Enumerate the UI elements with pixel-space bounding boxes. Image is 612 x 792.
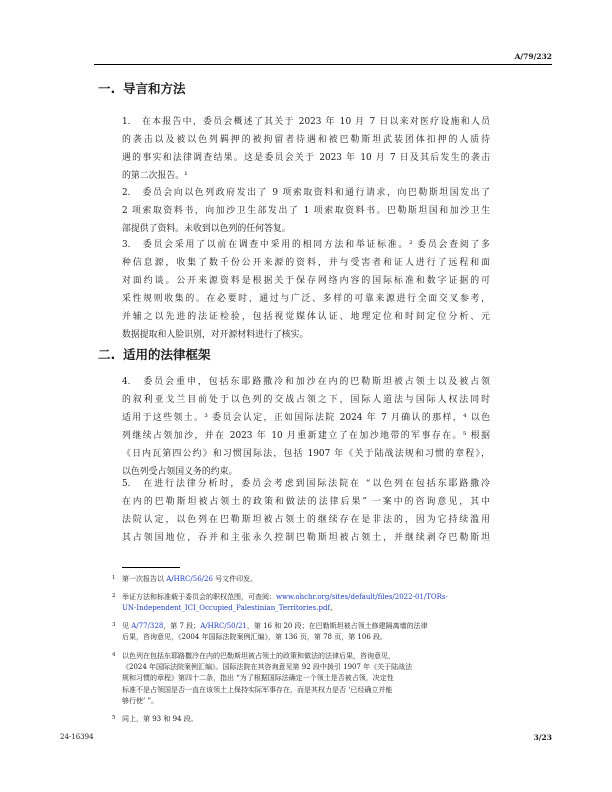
- paragraph-line: 列继续占领加沙，并在 2023 年 10 月重新建立了在加沙地带的军事存在。⁵ 根据: [122, 431, 490, 441]
- footnote-4: [112, 651, 494, 707]
- footnote-5: [112, 714, 494, 725]
- paragraph-2: [122, 184, 490, 238]
- paragraph-line: 的叙利亚戈兰目前处于以色列的交战占领之下，国际人道法与国际人权法同时: [122, 395, 490, 405]
- job-number: 24-16394: [60, 733, 94, 741]
- document-link[interactable]: A/HRC/50/21: [200, 622, 247, 630]
- paragraph-line: 种信息源，收集了数千份公开来源的资料，并与受害者和证人进行了远程和面: [122, 258, 490, 268]
- document-link[interactable]: A/HRC/56/26: [166, 575, 213, 583]
- paragraph-line: 并辅之以先进的法证检验，包括视觉媒体认证、地理定位和时间定位分析、元: [122, 312, 490, 322]
- paragraph-line: 以色列受占领国义务的约束。: [122, 467, 238, 477]
- footnote-text: 举证方法和标准载于委员会的职权范围，可查阅：: [122, 593, 276, 601]
- footnote-text: 。: [330, 604, 338, 613]
- paragraph-line: 对面约谈。公开来源资料是根据关于保存网络内容的国际标准和数字证据的可: [122, 276, 490, 286]
- footnote-text: 后果，咨询意见，《2004 年国际法院案例汇编》，第 136 页，第 78 页，第 106 段。: [122, 633, 388, 642]
- footnote-rule: [122, 567, 180, 568]
- paragraph-line: 4. 委员会重申，包括东耶路撒冷和加沙在内的巴勒斯坦被占领土以及被占领: [122, 377, 490, 387]
- footnote-1: [112, 574, 494, 585]
- footnote-line: [122, 574, 494, 585]
- footnote-text: 见: [122, 622, 132, 630]
- paragraph-line: 采性规则收集的。在必要时，通过与广泛、多样的可靠来源进行全面交叉参考，: [122, 294, 490, 304]
- paragraph-line: 2 项索取资料书，向加沙卫生部发出了 1 项索取资料书。巴勒斯坦国和加沙卫生: [122, 206, 490, 216]
- footnote-line: 《2024 年国际法院案例汇编》。国际法院在其咨询意见第 92 段中援引 1907 年《关于陆战法: [122, 663, 413, 672]
- footnote-line: [122, 632, 494, 643]
- section-number: 一.: [98, 81, 116, 96]
- footnote-line: [122, 621, 494, 632]
- section-heading-2: [98, 345, 211, 363]
- footnote-body: [122, 651, 494, 707]
- section-heading-1: [98, 79, 186, 97]
- footnote-mark: 1: [112, 575, 116, 581]
- footnote-line: [122, 603, 494, 614]
- paragraph-1: [122, 113, 490, 185]
- footnote-body: [122, 714, 494, 725]
- footnote-line: 同上，第 93 和 94 段。: [122, 715, 198, 723]
- paragraph-3: [122, 236, 490, 344]
- footnote-2: [112, 592, 494, 614]
- section-title: 适用的法律框架: [123, 347, 211, 362]
- paragraph-line: 的袭击以及被以色列羁押的被拘留者待遇和被巴勒斯坦武装团体扣押的人质待: [122, 135, 490, 145]
- footnote-mark: 3: [112, 622, 116, 628]
- paragraph-line: 数据提取和人脸识别，对开源材料进行了核实。: [122, 330, 309, 340]
- footnote-body: [122, 592, 494, 614]
- paragraph-line: 的第二次报告。¹: [122, 171, 188, 181]
- footnote-line: 够行使’ ”。: [122, 696, 159, 705]
- paragraph-line: 其占领国地位，吞并和主张永久控制巴勒斯坦被占领土，并继续剥夺巴勒斯坦: [122, 533, 490, 543]
- footnote-mark: 5: [112, 715, 116, 721]
- paragraph-line: 遇的事实和法律调查结果。这是委员会关于 2023 年 10 月 7 日及其后发生的袭击: [122, 153, 490, 163]
- footnote-text: ，第 7 段；: [163, 622, 201, 630]
- footnote-text: 号文件印发。: [212, 575, 258, 583]
- section-title: 导言和方法: [123, 81, 186, 96]
- paragraph-line: 适用于这些领土。³ 委员会认定，正如国际法院 2024 年 7 月确认的那样，⁴ 以色: [122, 413, 490, 423]
- paragraph-line: 法院认定，以色列在巴勒斯坦被占领土的继续存在是非法的，因为它持续滥用: [122, 515, 490, 525]
- paragraph-5: [122, 475, 490, 547]
- footnote-line: 标准不是占领国是否一直在该领土上保持实际军事存在，而是其权力是否 ‘已经确立并能: [122, 685, 393, 694]
- footnote-text: ，第 16 和 20 段；在巴勒斯坦被占领土修建隔离墙的法律: [246, 622, 428, 630]
- paragraph-line: 2. 委员会向以色列政府发出了 9 项索取资料和通行请求，向巴勒斯坦国发出了: [122, 188, 490, 198]
- footnote-mark: 4: [112, 652, 116, 658]
- footnote-line: [122, 592, 494, 603]
- paragraph-line: 部提供了资料。未收到以色列的任何答复。: [122, 224, 291, 234]
- footnote-line: 规和习惯的章程》第四十二条，指出 “为了根据国际法确定一个领土是否被占领，决定性: [122, 674, 394, 683]
- footnote-line: 以色列在包括东耶路撒冷在内的巴勒斯坦被占领土的政策和做法的法律后果，咨询意见，: [122, 652, 395, 660]
- paragraph-4: [122, 373, 490, 481]
- page-number: 3/23: [533, 733, 552, 742]
- paragraph-line: 5. 在进行法律分析时，委员会考虑到国际法院在 “以色列在包括东耶路撒冷: [122, 479, 490, 489]
- paragraph-line: 1. 在本报告中，委员会概述了其关于 2023 年 10 月 7 日以来对医疗设施和人员: [122, 117, 490, 127]
- footnote-body: [122, 574, 494, 585]
- document-symbol: A/79/232: [514, 52, 552, 61]
- header-rule: [94, 64, 552, 65]
- url-link[interactable]: UN-Independent_ICI_Occupied_Palestinian_Territories.pdf: [122, 604, 331, 613]
- section-number: 二.: [98, 347, 116, 362]
- paragraph-line: 在内的巴勒斯坦被占领土的政策和做法的法律后果” 一案中的咨询意见，其中: [122, 497, 490, 507]
- footnote-body: [122, 621, 494, 643]
- document-link[interactable]: A/77/328: [131, 622, 164, 630]
- url-link[interactable]: www.ohchr.org/sites/default/files/2022-01/TORs-: [276, 593, 448, 601]
- footnote-3: [112, 621, 494, 643]
- paragraph-line: 《日内瓦第四公约》和习惯国际法，包括 1907 年《关于陆战法规和习惯的章程》，: [122, 449, 490, 459]
- footnote-mark: 2: [112, 593, 116, 599]
- paragraph-line: 3. 委员会采用了以前在调查中采用的相同方法和举证标准。² 委员会查阅了多: [122, 240, 490, 250]
- footnote-text: 第一次报告以: [122, 575, 167, 583]
